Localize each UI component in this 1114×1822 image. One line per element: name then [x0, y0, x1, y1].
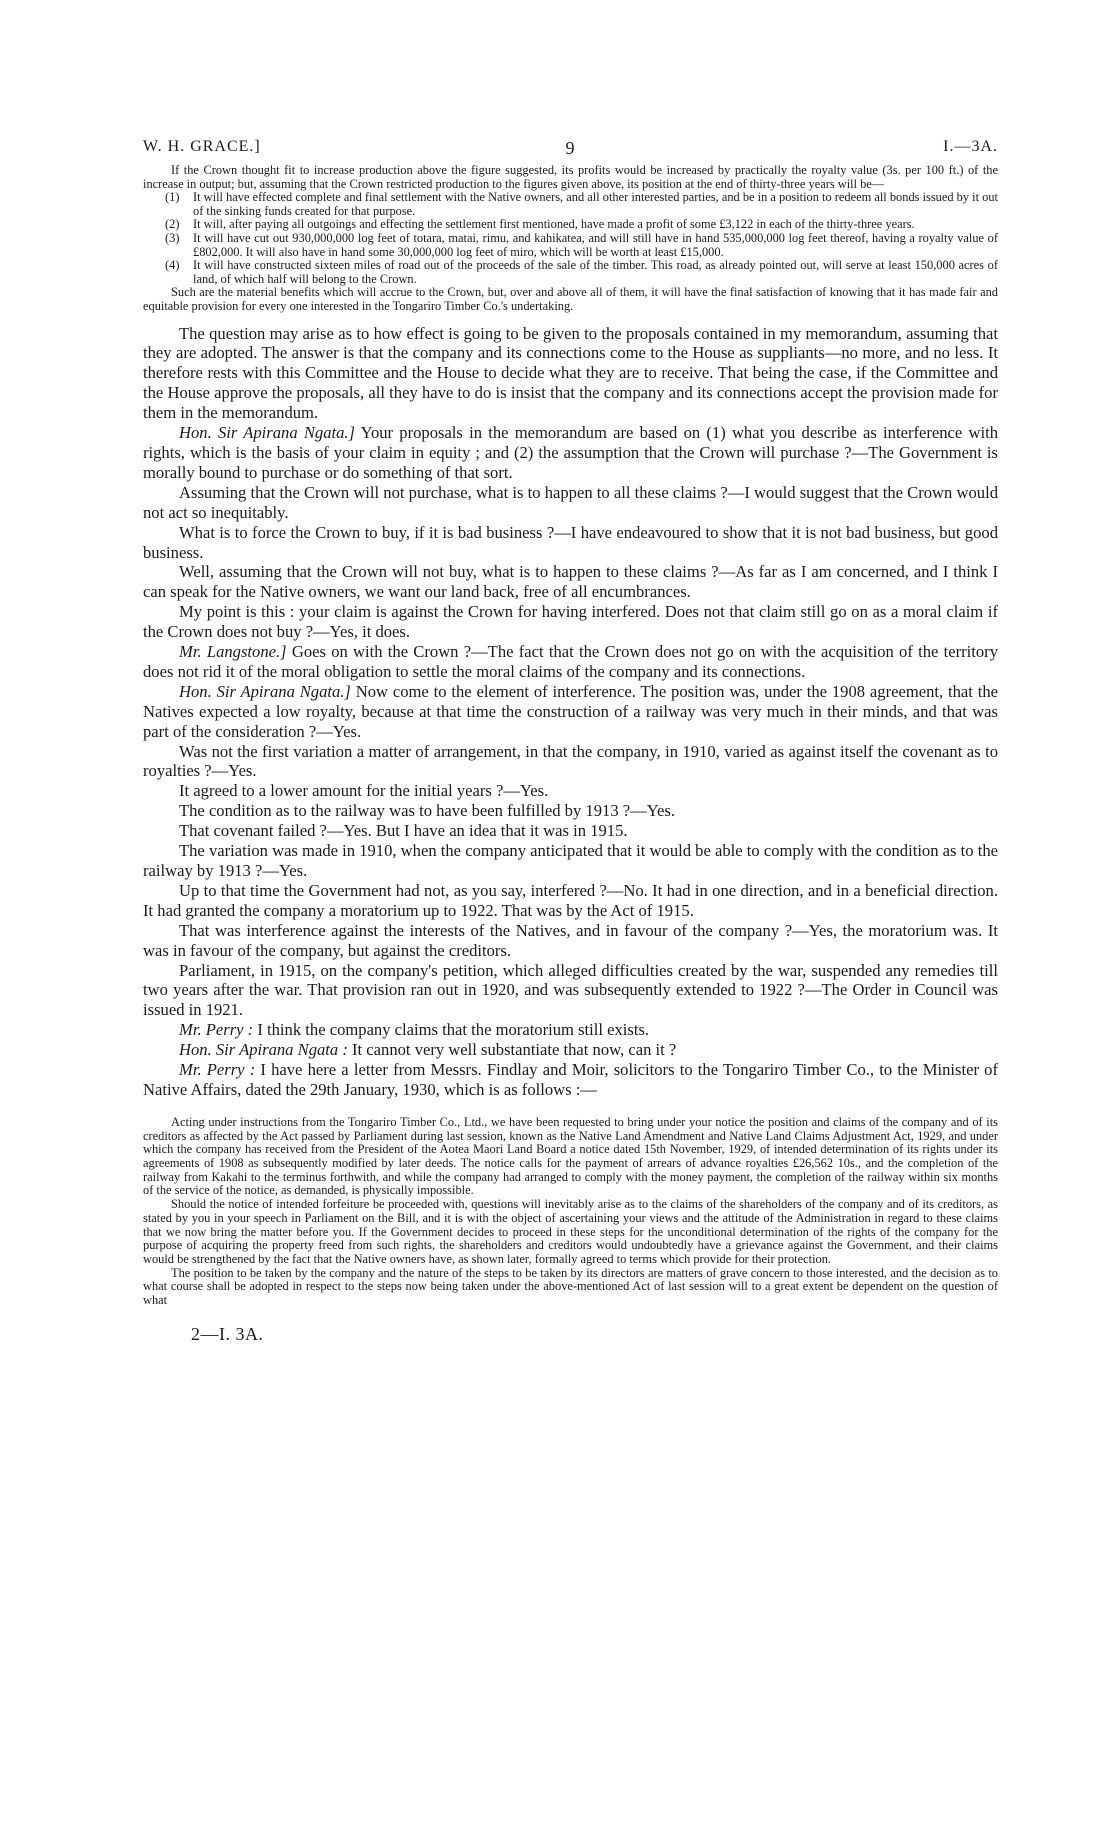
benefits-list — [143, 191, 998, 286]
paragraph: Hon. Sir Apirana Ngata.] Now come to the element of interference. The position was, under the 1908 agreement, that the Natives expected a low royalty, because at that time the construction of a railway was very much in their minds, and that was part of the consideration ?—Yes. — [143, 681, 998, 741]
testimony — [143, 324, 998, 1100]
paragraph: Hon. Sir Apirana Ngata.] Your proposals in the memorandum are based on (1) what you describe as interference with rights, which is the basis of your claim in equity ; and (2) the assumption that the Crown will purchase ?—The Government is morally bound to purchase or do something of that sort. — [143, 423, 998, 482]
summary-paragraph: Such are the material benefits which will accrue to the Crown, but, over and above all of them, it will have the final satisfaction of knowing that it has made fair and equitable provision for every one interested in the Tongariro Timber Co.'s undertaking. — [143, 285, 998, 313]
list-item: (2) It will, after paying all outgoings and effecting the settlement first mentioned, have made a profit of some £3,122 in each of the thirty-three years. — [165, 217, 915, 232]
signature-mark: 2—I. 3A. — [191, 1323, 264, 1344]
paragraph: The variation was made in 1910, when the company anticipated that it would be able to comply with the condition as to the railway by 1913 ?—Yes. — [143, 841, 998, 880]
quote-paragraph: Acting under instructions from the Tongariro Timber Co., Ltd., we have been requested to bring under your notice the position and claims of the company and of its creditors as affected by the Act passed by Parliament during last session, known as the Native Land Amendment and Native Land Claims Adjustment Act, 1929, and under which the company has received from the President of the Aotea Maori Land Board a notice dated 15th November, 1929, of intended determination of its rights under its agreements of 1908 as subsequently modified by later deeds. The notice calls for the payment of arrears of advance royalties £26,562 10s., and the completion of the railway from Kakahi to the terminus forthwith, and while the company had arranged to comply with the money payment, the completion of the railway within six months of the service of the notice, as demanded, is physically impossible. — [143, 1114, 998, 1198]
quoted-letter — [143, 1116, 998, 1308]
paragraph: Well, assuming that the Crown will not buy, what is to happen to these claims ?—As far as I am concerned, and I think I can speak for the Native owners, we want our land back, free of all encumbrances. — [143, 562, 998, 602]
header-author: W. H. GRACE.] — [143, 138, 261, 155]
document-page — [143, 138, 998, 1345]
list-item: (3) It will have cut out 930,000,000 log feet of totara, matai, rimu, and kahikatea, and will still have in hand 535,000,000 log feet thereof, having a royalty value of £802,000. It will also have in hand some 30,000,000 log feet of miro, which will be worth at least £15,000. — [165, 230, 998, 259]
paragraph: The condition as to the railway was to have been fulfilled by 1913 ?—Yes. — [179, 801, 676, 821]
paragraph: Was not the first variation a matter of arrangement, in that the company, in 1910, varied as against itself the covenant as to royalties ?—Yes. — [143, 741, 998, 781]
paragraph: Hon. Sir Apirana Ngata : It cannot very well substantiate that now, can it ? — [179, 1040, 677, 1060]
intro-paragraph: If the Crown thought fit to increase production above the figure suggested, its profits would be increased by practically the royalty value (3s. per 100 ft.) of the increase in output; but, assuming that the Crown restricted production to the figures given above, its position at the end of thirty-three years will be— — [143, 163, 998, 191]
paragraph: What is to force the Crown to buy, if it is bad business ?—I have endeavoured to show that it is not bad business, but good business. — [143, 522, 998, 562]
paragraph: It agreed to a lower amount for the initial years ?—Yes. — [179, 781, 549, 801]
paragraph: The question may arise as to how effect is going to be given to the proposals contained in my memorandum, assuming that they are adopted. The answer is that the company and its connections come to the House as suppliants—no more, and no less. It therefore rests with this Committee and the House to decide what they are to receive. That being the case, if the Committee and the House approve the proposals, all they have to do is insist that the company and its connections accept the provision made for them in the memorandum. — [143, 323, 998, 423]
list-item: (1) It will have effected complete and final settlement with the Native owners, and all other interested parties, and be in a position to redeem all bonds issued by it out of the sinking funds created for that purpose. — [165, 190, 998, 218]
paragraph: That covenant failed ?—Yes. But I have an idea that it was in 1915. — [179, 821, 628, 841]
paragraph: My point is this : your claim is against the Crown for having interfered. Does not that claim still go on as a moral claim if the Crown does not buy ?—Yes, it does. — [143, 602, 998, 642]
quote-paragraph: Should the notice of intended forfeiture be proceeded with, questions will inevitably arise as to the claims of the shareholders of the company and of its creditors, as stated by you in your speech in Parliament on the Bill, and it is with the object of ascertaining your views and the attitude of the Administration in regard to these claims that we now bring the matter before you. If the Government decides to proceed in these steps for the unconditional determination of the rights of the company for the purpose of acquiring the property freed from such rights, the shareholders and creditors would undoubtedly have a grievance against the Government, and their claims would be strengthened by the fact that the Native owners have, as shown later, formally agreed to terms which provide for their protection. — [143, 1197, 998, 1266]
paragraph: Mr. Perry : I think the company claims that the moratorium still exists. — [179, 1020, 650, 1040]
list-item: (4) It will have constructed sixteen miles of road out of the proceeds of the sale of the timber. This road, as already pointed out, will serve at least 150,000 acres of land, of which half will belong to the Crown. — [165, 258, 998, 286]
paragraph: Mr. Langstone.] Goes on with the Crown ?—The fact that the Crown does not go on with the acquisition of the territory does not rid it of the moral obligation to settle the moral claims of the company and its connections. — [143, 642, 998, 681]
paragraph: Parliament, in 1915, on the company's petition, which alleged difficulties created by the war, suspended any remedies till two years after the war. That provision ran out in 1920, and was subsequently extended to 1922 ?—The Order in Council was issued in 1921. — [143, 960, 998, 1020]
paragraph: That was interference against the interests of the Natives, and in favour of the company ?—Yes, the moratorium was. It was in favour of the company, but against the creditors. — [143, 920, 998, 960]
paragraph: Assuming that the Crown will not purchase, what is to happen to all these claims ?—I would suggest that the Crown would not act so inequitably. — [143, 482, 998, 522]
page-number: 9 — [565, 138, 576, 158]
paragraph: Up to that time the Government had not, as you say, interfered ?—No. It had in one direction, and in a beneficial direction. It had granted the company a moratorium up to 1922. That was by the Act of 1915. — [143, 880, 998, 920]
quote-paragraph: The position to be taken by the company and the nature of the steps to be taken by its directors are matters of grave concern to those interested, and the decision as to what course shall be adopted in respect to the steps now being taken under the above-mentioned Act of last session will to a great extent be dependent on the question of what — [143, 1265, 998, 1308]
paragraph: Mr. Perry : I have here a letter from Messrs. Findlay and Moir, solicitors to the Tongariro Timber Co., to the Minister of Native Affairs, dated the 29th January, 1930, which is as follows :— — [143, 1060, 998, 1099]
document-reference: I.—3A. — [943, 138, 998, 155]
page-header — [143, 138, 998, 164]
memorandum-excerpt — [143, 164, 998, 314]
